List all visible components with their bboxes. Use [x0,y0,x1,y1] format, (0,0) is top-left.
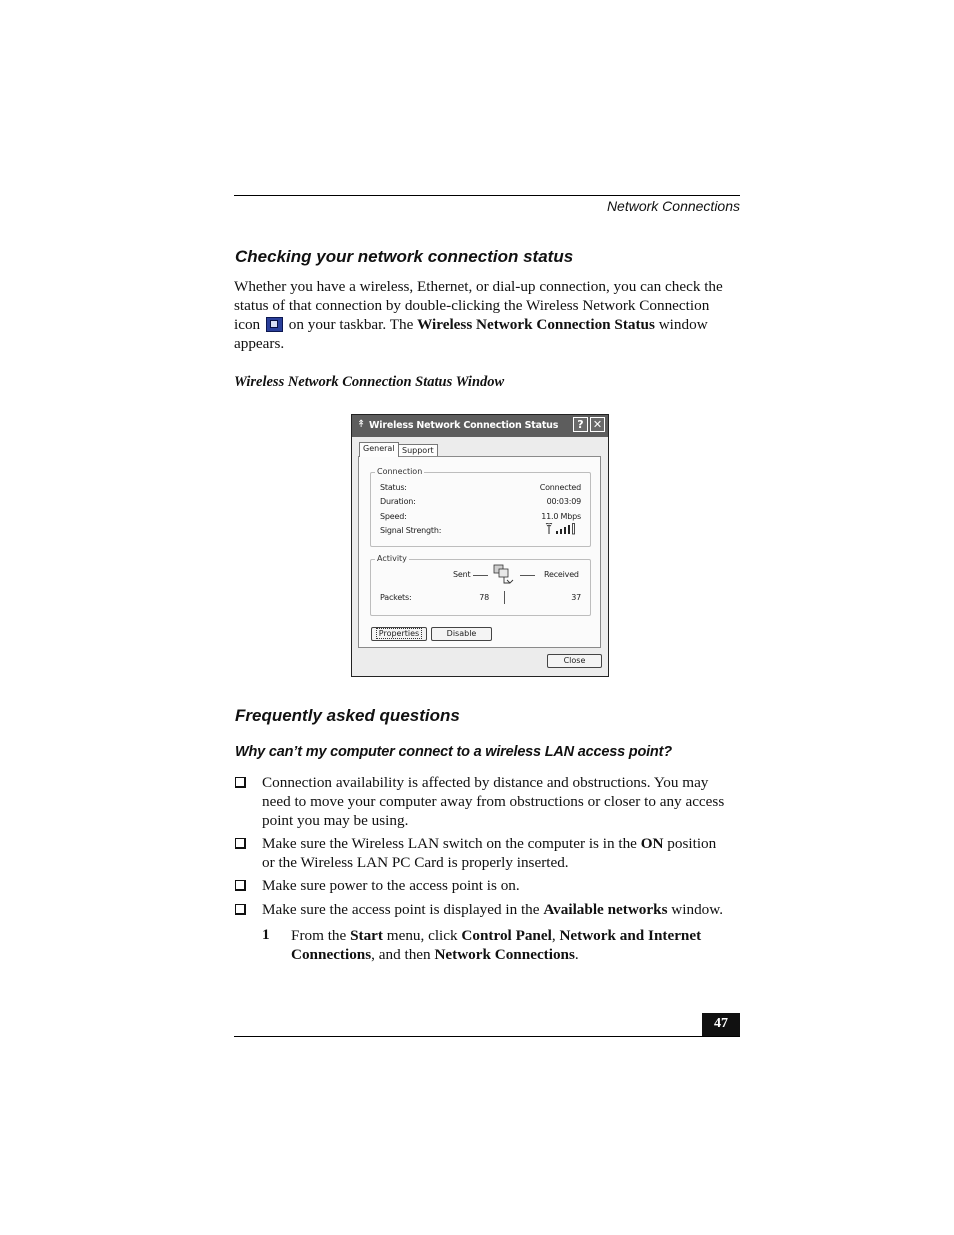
wireless-network-tray-icon [266,317,283,332]
signal-bar [564,527,566,534]
speed-value: 11.0 Mbps [541,512,581,521]
signal-antenna-icon [546,523,552,534]
checkbox-bullet-icon [234,776,246,788]
running-header: Network Connections [606,198,740,214]
wireless-status-dialog [351,414,609,677]
faq-question: Why can’t my computer connect to a wireless LAN access point? [235,744,672,760]
activity-group [370,554,591,616]
received-label: Received [544,570,579,579]
checkbox-bullet-icon [234,903,246,915]
signal-bar [556,531,558,534]
figure-caption: Wireless Network Connection Status Window [234,374,505,390]
checkbox-bullet-icon [234,879,246,891]
received-line [520,575,535,576]
header-rule [234,195,740,196]
sent-label: Sent [453,570,471,579]
checkbox-bullet-icon [234,837,246,849]
duration-value: 00:03:09 [546,497,581,506]
packets-sent-value: 78 [479,593,489,602]
signal-strength-meter [545,523,581,535]
duration-label: Duration: [380,497,416,506]
speed-label: Speed: [380,512,407,521]
section-heading-faq: Frequently asked questions [235,706,460,725]
network-antenna-icon: ↟ [357,419,366,430]
page-number: 47 [702,1013,740,1037]
connection-legend: Connection [377,467,423,476]
footer-rule [234,1036,740,1037]
properties-button[interactable]: Properties [371,627,427,641]
status-value: Connected [539,483,581,492]
signal-bar [568,525,570,534]
network-computers-icon [492,562,516,586]
connection-group [370,467,591,547]
signal-strength-label: Signal Strength: [380,526,442,535]
disable-button[interactable]: Disable [431,627,492,641]
packets-received-value: 37 [571,593,581,602]
activity-legend: Activity [377,554,407,563]
status-label: Status: [380,483,407,492]
list-item: Make sure power to the access point is on. [262,877,520,894]
dialog-titlebar [352,415,608,437]
general-tab-panel [358,456,601,648]
dialog-title: Wireless Network Connection Status [369,420,559,431]
list-item: Make sure the access point is displayed in the Available networks window. [262,901,724,918]
tab-general[interactable]: General [359,442,399,457]
close-icon[interactable]: ✕ [590,417,605,432]
activity-divider [504,591,505,604]
status-paragraph: Whether you have a wireless, Ethernet, or dial-up connection, you can check the status of that connection by double-clicking the Wireless Network Connection icon on your taskbar. The Wireless Network Connection Status window appears. [234,278,723,352]
signal-bar [560,529,562,534]
step-text: From the Start menu, click Control Panel, Network and Internet Connections, and then Network Connections. [291,927,702,963]
tab-support[interactable]: Support [398,444,438,459]
help-button[interactable]: ? [573,417,588,432]
sent-line [473,575,488,576]
section-heading-status: Checking your network connection status [235,247,574,266]
step-number: 1 [262,926,270,943]
list-item: Make sure the Wireless LAN switch on the computer is in the ON position or the Wireless LAN PC Card is properly inserted. [262,835,717,871]
list-item: Connection availability is affected by distance and obstructions. You may need to move your computer away from obstructions or closer to any access point you may be using. [262,774,725,829]
signal-bar-empty [573,524,575,535]
close-button[interactable]: Close [547,654,602,668]
packets-label: Packets: [380,593,412,602]
